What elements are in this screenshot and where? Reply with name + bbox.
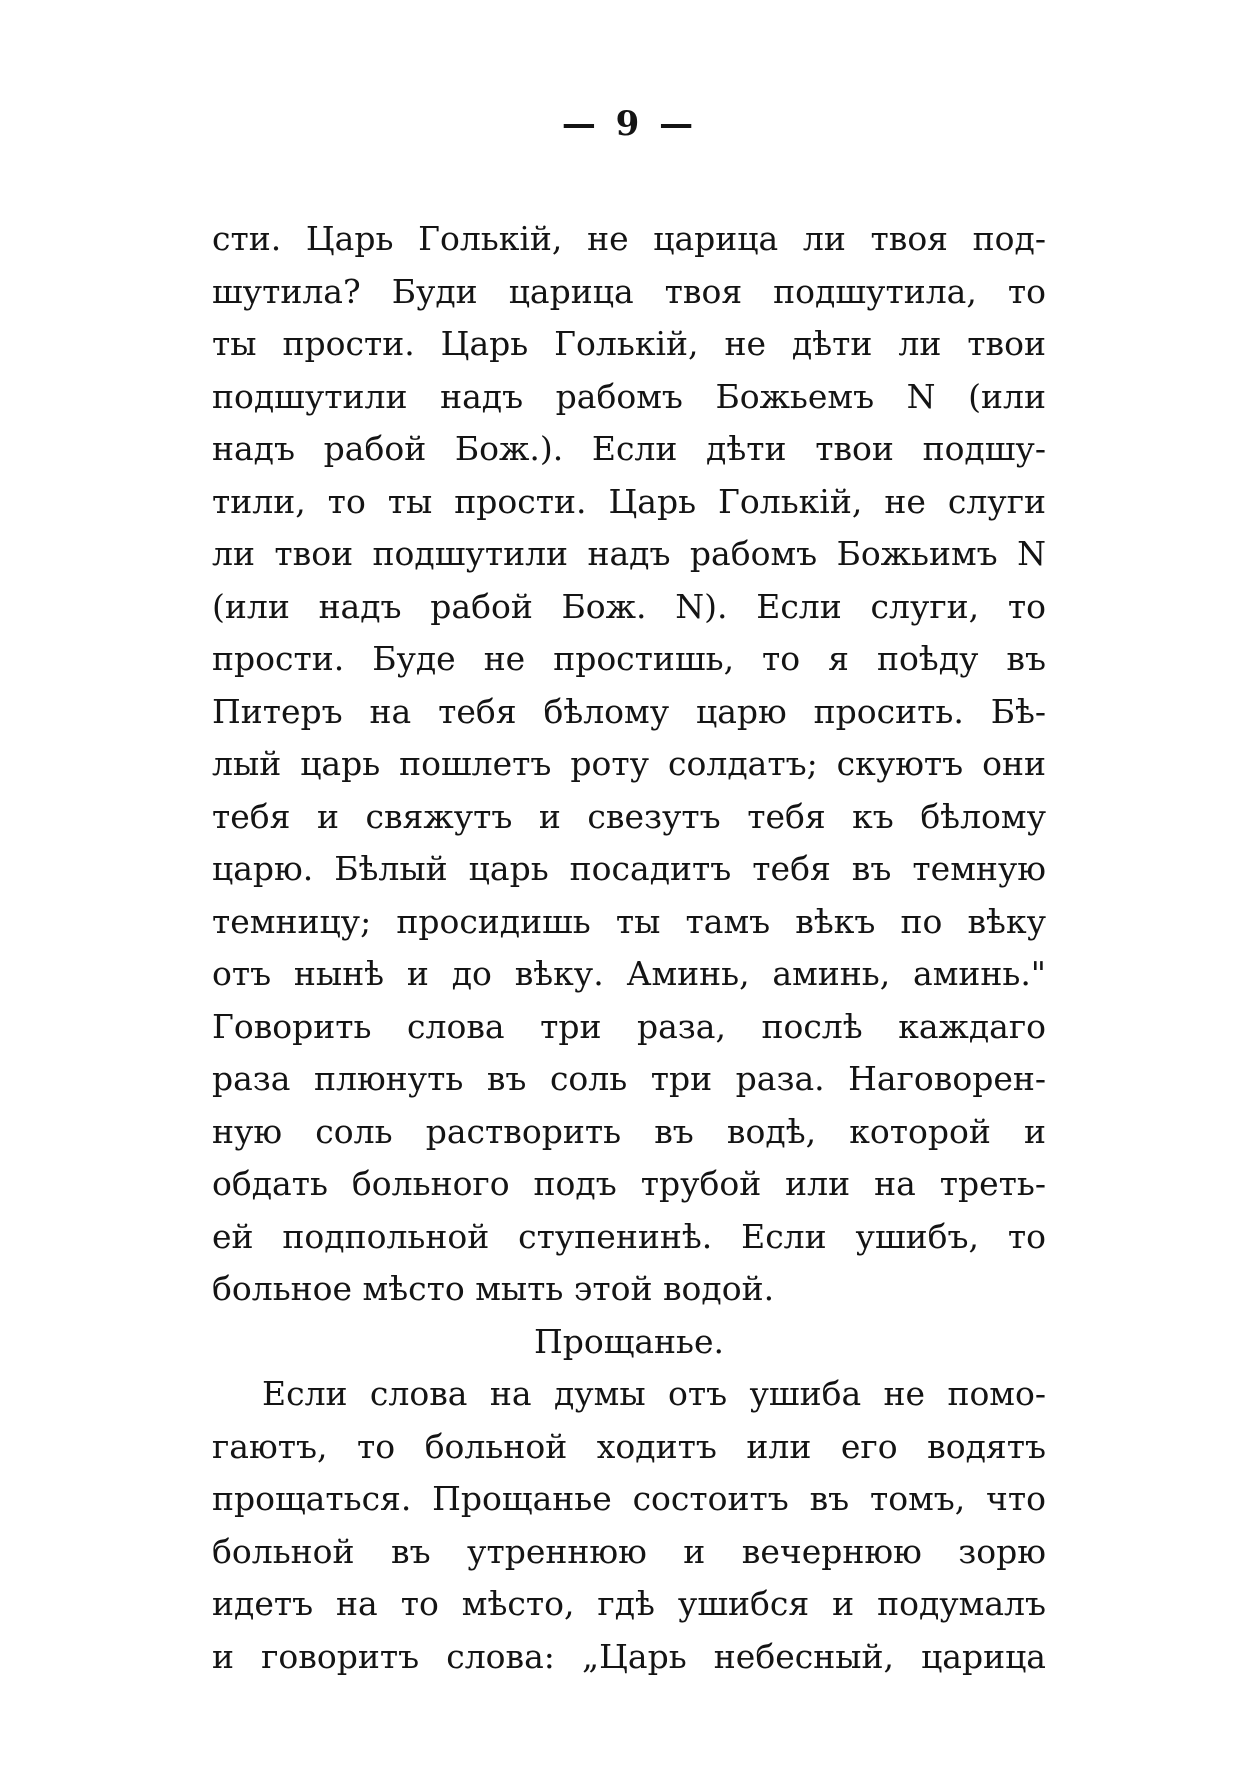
text-line: прощаться. Прощанье состоитъ въ томъ, что: [212, 1479, 1046, 1518]
text-line: раза плюнуть въ соль три раза. Наговорен-: [212, 1059, 1046, 1098]
text-line: прости. Буде не простишь, то я поѣду въ: [212, 639, 1046, 678]
text-line: лый царь пошлетъ роту солдатъ; скуютъ они: [212, 744, 1046, 783]
text-line: ную соль растворить въ водѣ, которой и: [212, 1111, 1046, 1151]
text-line: тили, то ты прости. Царь Голькій, не слуги: [212, 481, 1046, 521]
text-line: царю. Бѣлый царь посадитъ тебя въ темную: [212, 849, 1046, 888]
text-line: и говоритъ слова: „Царь небесный, царица: [212, 1636, 1046, 1676]
text-line: ли твои подшутили надъ рабомъ Божьимъ N: [212, 534, 1046, 573]
page-number: — 9 —: [561, 104, 698, 144]
text-line: шутила? Буди царица твоя подшутила, то: [212, 271, 1046, 311]
text-line: обдать больного подъ трубой или на треть-: [212, 1164, 1046, 1203]
text-line: Говорить слова три раза, послѣ каждаго: [212, 1006, 1046, 1046]
text-line: подшутили надъ рабомъ Божьемъ N (или: [212, 376, 1046, 416]
text-line: больной въ утреннюю и вечернюю зорю: [212, 1531, 1046, 1571]
page-text: [212, 213, 1046, 1683]
text-line: (или надъ рабой Бож. N). Если слуги, то: [212, 586, 1046, 626]
text-line: ты прости. Царь Голькій, не дѣти ли твои: [212, 324, 1046, 363]
text-line: отъ нынѣ и до вѣку. Аминь, аминь, аминь.": [212, 954, 1046, 993]
text-line: Питеръ на тебя бѣлому царю просить. Бѣ-: [212, 691, 1046, 731]
text-line: тебя и свяжутъ и свезутъ тебя къ бѣлому: [212, 796, 1046, 836]
text-line: надъ рабой Бож.). Если дѣти твои подшу-: [212, 429, 1046, 468]
text-line: гаютъ, то больной ходитъ или его водятъ: [212, 1426, 1046, 1466]
text-line: сти. Царь Голькій, не царица ли твоя под-: [212, 219, 1046, 258]
section-heading: Прощанье.: [533, 1321, 725, 1361]
text-line: больное мѣсто мыть этой водой.: [212, 1269, 775, 1308]
text-line: ей подпольной ступенинѣ. Если ушибъ, то: [212, 1216, 1046, 1256]
text-line: Если слова на думы отъ ушиба не помо-: [262, 1374, 1046, 1413]
text-line: идетъ на то мѣсто, гдѣ ушибся и подумалъ: [212, 1584, 1046, 1623]
text-line: темницу; просидишь ты тамъ вѣкъ по вѣку: [212, 901, 1046, 941]
